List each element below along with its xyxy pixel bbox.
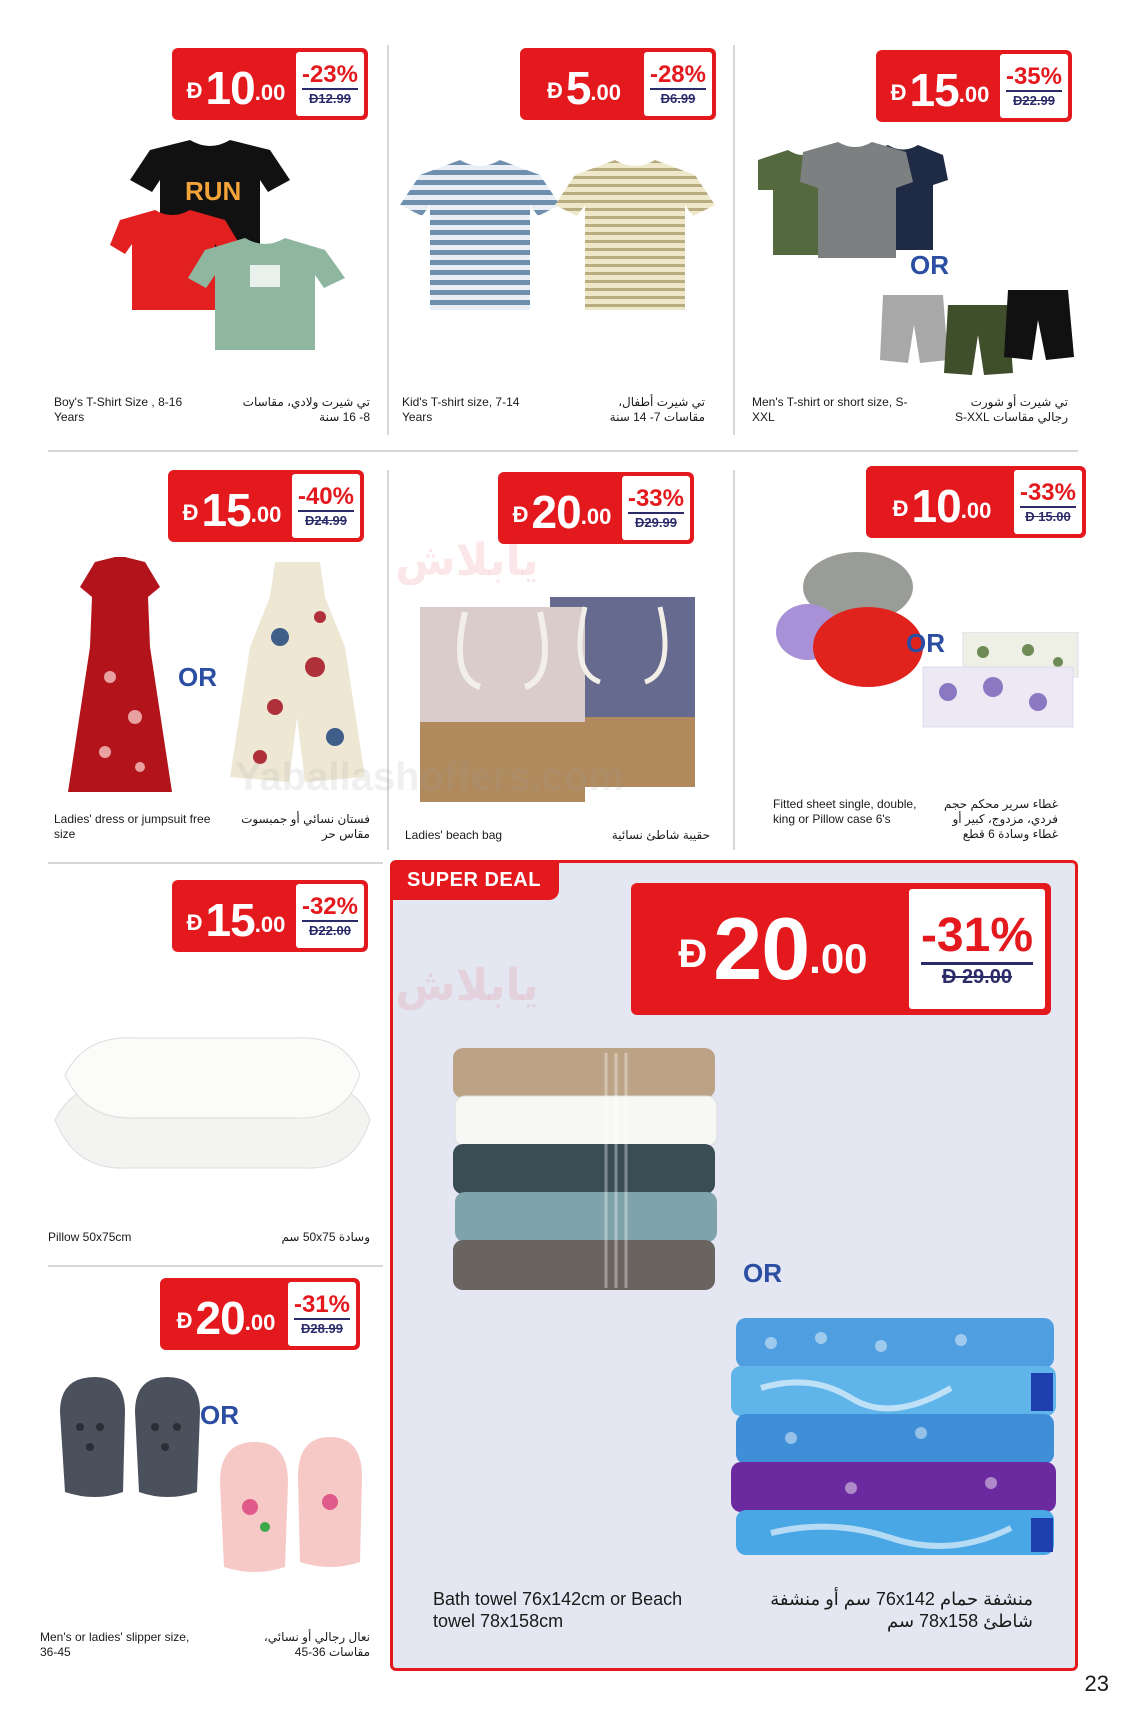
old-price: Ð22.99 [1006, 90, 1062, 108]
price-decimal: .00 [958, 82, 990, 107]
currency-symbol: Ð [186, 78, 203, 103]
caption-ar: تي شيرت أطفال، مقاسات 7- 14 سنة [609, 395, 705, 424]
product-image-pink-clogs [210, 1432, 370, 1577]
price-decimal: .00 [809, 935, 868, 982]
product-image-beach-towels [731, 1318, 1061, 1558]
price-badge [168, 470, 364, 542]
product-card[interactable] [40, 40, 385, 440]
product-image-pillow-cases [918, 632, 1083, 742]
watermark: يابلاش [395, 961, 539, 1010]
currency-symbol: Ð [890, 80, 907, 105]
super-deal-price-badge [631, 883, 1051, 1015]
price-decimal: .00 [254, 80, 286, 105]
divider [48, 450, 1078, 452]
or-label: OR [200, 1400, 239, 1430]
price-badge [866, 466, 1086, 538]
price-integer: 20 [195, 1292, 245, 1344]
product-card[interactable] [40, 1272, 385, 1672]
price-integer: 15 [909, 64, 959, 116]
product-image-striped-tshirts [400, 160, 720, 360]
price-decimal: .00 [250, 502, 282, 527]
caption-ar: غطاء سرير محكم حجم فردي، مزدوج، كبير أو غطاء وسادة 6 قطع [944, 797, 1058, 841]
product-image-mens-shorts [878, 285, 1078, 385]
price-decimal: .00 [960, 498, 992, 523]
price-integer: 20 [713, 899, 810, 998]
super-deal-tab: SUPER DEAL [393, 863, 559, 900]
price-integer: 15 [205, 894, 255, 946]
or-label: OR [906, 628, 945, 658]
discount-percent: -31% [920, 908, 1033, 962]
caption-en: Fitted sheet single, double, king or Pillow case 6's [773, 797, 917, 826]
product-image-pillows [45, 1020, 375, 1180]
currency-symbol: Ð [546, 78, 563, 103]
discount-percent: -40% [297, 483, 354, 510]
price-integer: 15 [201, 484, 251, 536]
old-price: Ð6.99 [650, 88, 706, 106]
product-card[interactable] [390, 40, 735, 440]
product-image-fitted-sheets [773, 547, 933, 697]
or-label: OR [910, 250, 949, 280]
price-decimal: .00 [244, 1310, 276, 1335]
product-image-mens-tshirts [748, 140, 948, 260]
caption-ar: فستان نسائي أو جمبسوت مقاس حر [241, 812, 370, 841]
currency-symbol: Ð [186, 910, 203, 935]
price-integer: 5 [565, 62, 591, 114]
caption-en: Men's or ladies' slipper size, 36-45 [40, 1630, 190, 1659]
price-badge [160, 1278, 360, 1350]
product-card[interactable] [738, 462, 1083, 857]
caption-ar: وسادة 50x75 سم [281, 1230, 370, 1244]
discount-percent: -23% [301, 61, 358, 88]
discount-percent: -33% [1019, 479, 1076, 506]
product-image-grey-clogs [55, 1372, 205, 1502]
caption-en: Ladies' beach bag [405, 828, 503, 842]
old-price: Ð 15.00 [1020, 506, 1076, 524]
caption-en: Kid's T-shirt size, 7-14 Years [402, 395, 520, 424]
page-number: 23 [1084, 1671, 1109, 1696]
old-price: Ð28.99 [294, 1318, 350, 1336]
price-badge [498, 472, 694, 544]
discount-percent: -28% [649, 61, 706, 88]
product-image-red-dress [60, 557, 180, 797]
product-image-tshirts [110, 140, 370, 400]
divider [387, 45, 389, 435]
old-price: Ð12.99 [302, 88, 358, 106]
product-card[interactable] [40, 870, 385, 1260]
svg-text:RUN: RUN [185, 176, 242, 206]
caption-ar: نعال رجالي أو نسائي، مقاسات 36-45 [263, 1630, 370, 1659]
or-label: OR [743, 1258, 782, 1288]
product-image-bath-towels [451, 1048, 721, 1298]
caption-ar: تي شيرت ولادي، مقاسات 8- 16 سنة [242, 395, 370, 424]
old-price: Ð24.99 [298, 510, 354, 528]
currency-symbol: Ð [182, 500, 199, 525]
watermark: Yaballashoffers.com [235, 755, 625, 799]
discount-percent: -31% [293, 1291, 350, 1318]
product-card[interactable] [738, 40, 1083, 440]
price-integer: 20 [531, 486, 581, 538]
or-label: OR [178, 662, 217, 692]
discount-percent: -33% [627, 485, 684, 512]
caption-en: Pillow 50x75cm [48, 1230, 132, 1244]
currency-symbol: Ð [512, 502, 529, 527]
currency-symbol: Ð [678, 932, 708, 976]
divider [48, 862, 383, 864]
price-integer: 10 [911, 480, 961, 532]
caption-ar: منشفة حمام 76x142 سم أو منشفة شاطئ 78x158 سم [770, 1589, 1033, 1631]
caption-en: Bath towel 76x142cm or Beach towel 78x158cm [433, 1589, 683, 1631]
price-decimal: .00 [580, 504, 612, 529]
caption-ar: تي شيرت أو شورت رجالي مقاسات S-XXL [954, 395, 1068, 424]
divider [48, 1265, 383, 1267]
price-badge [876, 50, 1072, 122]
old-price: Ð22.00 [302, 920, 358, 938]
watermark: يابلاش [395, 536, 539, 585]
price-badge [520, 48, 716, 120]
price-badge [172, 48, 368, 120]
price-decimal: .00 [590, 80, 622, 105]
price-decimal: .00 [254, 912, 286, 937]
old-price: Ð 29.00 [921, 962, 1033, 989]
caption-en: Men's T-shirt or short size, S-XXL [752, 395, 908, 424]
caption-en: Ladies' dress or jumpsuit free size [54, 812, 211, 841]
price-badge [172, 880, 368, 952]
discount-percent: -35% [1005, 63, 1062, 90]
discount-percent: -32% [301, 893, 358, 920]
old-price: Ð29.99 [628, 512, 684, 530]
price-integer: 10 [205, 62, 255, 114]
caption-en: Boy's T-Shirt Size , 8-16 Years [54, 395, 183, 424]
currency-symbol: Ð [176, 1308, 193, 1333]
currency-symbol: Ð [892, 496, 909, 521]
caption-ar: حقيبة شاطئ نسائية [611, 828, 710, 842]
